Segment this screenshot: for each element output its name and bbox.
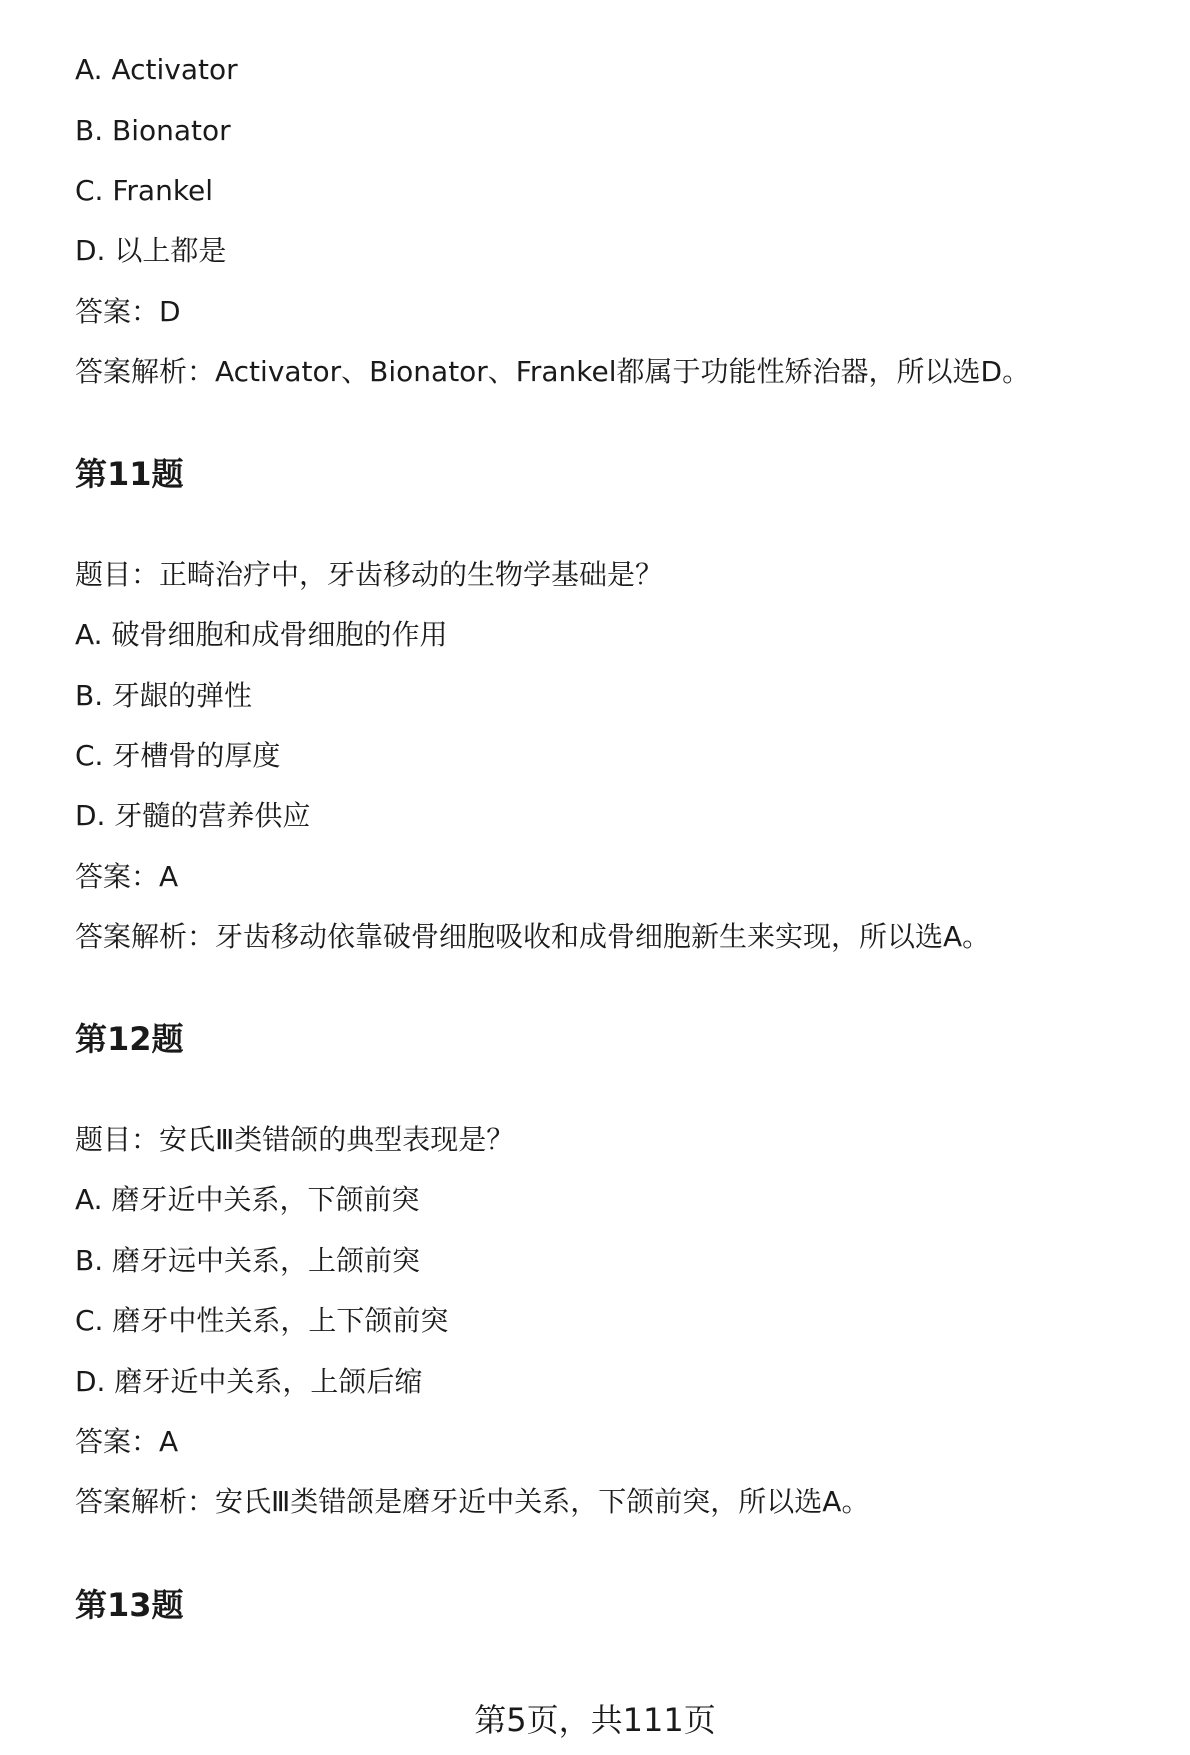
q10-answer: 答案：D [75, 295, 181, 328]
q10-option-c: C. Frankel [75, 174, 214, 207]
page-indicator: 第5页，共111页 [474, 1701, 716, 1739]
q12-answer: 答案：A [75, 1425, 179, 1458]
q11-heading: 第11题 [75, 455, 184, 493]
q12-option-a: A. 磨牙近中关系，下颌前突 [75, 1183, 420, 1216]
q12-question: 题目：安氏Ⅲ类错颌的典型表现是？ [75, 1123, 515, 1156]
q11-option-d: D. 牙髓的营养供应 [75, 799, 311, 832]
q11-option-c: C. 牙槽骨的厚度 [75, 739, 281, 772]
q10-option-a: A. Activator [75, 53, 238, 86]
q11-option-b: B. 牙龈的弹性 [75, 679, 253, 712]
q11-answer: 答案：A [75, 860, 179, 893]
q12-option-d: D. 磨牙近中关系，上颌后缩 [75, 1365, 423, 1398]
q10-explanation: 答案解析：Activator、Bionator、Frankel都属于功能性矫治器，所以选D。 [75, 355, 1031, 388]
q12-explanation: 答案解析：安氏Ⅲ类错颌是磨牙近中关系，下颌前突，所以选A。 [75, 1485, 870, 1518]
q12-option-c: C. 磨牙中性关系，上下颌前突 [75, 1304, 449, 1337]
q12-option-b: B. 磨牙远中关系，上颌前突 [75, 1244, 421, 1277]
q11-question: 题目：正畸治疗中，牙齿移动的生物学基础是？ [75, 558, 664, 591]
q10-option-b: B. Bionator [75, 114, 231, 147]
q13-heading: 第13题 [75, 1586, 184, 1624]
q12-heading: 第12题 [75, 1020, 184, 1058]
q11-explanation: 答案解析：牙齿移动依靠破骨细胞吸收和成骨细胞新生来实现，所以选A。 [75, 920, 991, 953]
q11-option-a: A. 破骨细胞和成骨细胞的作用 [75, 618, 448, 651]
q10-option-d: D. 以上都是 [75, 234, 227, 267]
